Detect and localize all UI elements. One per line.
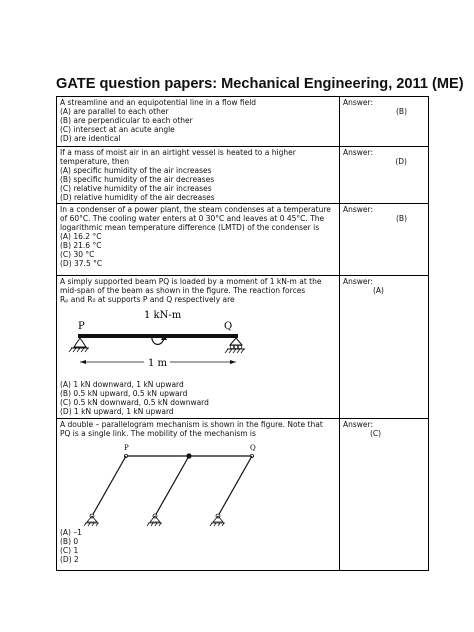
option-c: (C) 1 bbox=[60, 545, 79, 555]
roller-icon bbox=[230, 345, 234, 349]
option-d: (D) 1 kN upward, 1 kN upward bbox=[60, 407, 174, 417]
ground-hatch bbox=[84, 523, 99, 526]
question-cell bbox=[57, 275, 340, 418]
option-d: (D) 37.5 °C bbox=[60, 259, 103, 269]
roller-icon bbox=[238, 345, 242, 349]
questions-table bbox=[56, 96, 429, 571]
question-row bbox=[57, 97, 429, 147]
question-text: PQ is a single link. The mobility of the mechanism is bbox=[60, 428, 256, 438]
option-a: (A) are parallel to each other bbox=[60, 107, 169, 117]
option-a: (A) –1 bbox=[60, 527, 82, 537]
answer-value: (A) bbox=[373, 285, 384, 295]
question-text: of 60°C. The cooling water enters at 0 30°C and leaves at 0 45°C. The bbox=[60, 213, 325, 223]
question-row bbox=[57, 203, 429, 275]
dimension-arrow-icon bbox=[230, 360, 236, 364]
ground-hatch bbox=[225, 349, 244, 353]
option-b: (B) 0.5 kN upward, 0.5 kN upward bbox=[60, 388, 188, 398]
option-a: (A) specific humidity of the air increases bbox=[60, 166, 212, 176]
question-text: A streamline and an equipotential line in a flow field bbox=[60, 98, 257, 107]
question-text: If a mass of moist air in an airtight vessel is heated to a higher bbox=[60, 148, 296, 157]
answer-label: Answer: bbox=[343, 419, 374, 429]
option-d: (D) relative humidity of the air decreases bbox=[60, 193, 215, 203]
option-d: (D) 2 bbox=[60, 555, 79, 565]
question-text: A double – parallelogram mechanism is shown in the figure. Note that bbox=[60, 419, 323, 429]
rocker-link bbox=[92, 456, 126, 516]
mechanism-figure bbox=[62, 438, 262, 528]
answer-cell bbox=[340, 275, 429, 418]
question-row bbox=[57, 147, 429, 204]
page-title: GATE question papers: Mechanical Engineering, 2011 (ME) bbox=[56, 76, 464, 92]
beam bbox=[78, 334, 238, 338]
option-b: (B) 21.6 °C bbox=[60, 240, 102, 250]
question-cell bbox=[57, 203, 340, 275]
label-p: P bbox=[124, 443, 129, 452]
rocker-link bbox=[218, 456, 252, 516]
answer-value: (B) bbox=[396, 107, 407, 117]
span-label: 1 m bbox=[148, 357, 168, 369]
answer-value: (C) bbox=[370, 428, 382, 438]
question-text: Rₚ and R₀ at supports P and Q respectively are bbox=[60, 294, 235, 304]
answer-cell bbox=[340, 147, 429, 204]
roller-support-icon bbox=[230, 338, 242, 345]
answer-cell bbox=[340, 418, 429, 570]
answer-cell bbox=[340, 203, 429, 275]
option-c: (C) relative humidity of the air increases bbox=[60, 184, 212, 194]
dimension-arrow-icon bbox=[80, 360, 86, 364]
answer-value: (B) bbox=[396, 213, 407, 223]
question-text: temperature, then bbox=[60, 157, 129, 167]
option-c: (C) intersect at an acute angle bbox=[60, 125, 175, 135]
label-p: P bbox=[78, 320, 85, 332]
question-cell bbox=[57, 418, 340, 570]
option-c: (C) 30 °C bbox=[60, 250, 95, 260]
option-b: (B) 0 bbox=[60, 536, 79, 546]
option-d: (D) are identical bbox=[60, 134, 121, 144]
label-q: Q bbox=[224, 320, 233, 332]
beam-figure bbox=[66, 304, 266, 380]
question-cell bbox=[57, 97, 340, 147]
ground-hatch bbox=[210, 523, 225, 526]
answer-label: Answer: bbox=[343, 148, 374, 157]
option-a: (A) 1 kN downward, 1 kN upward bbox=[60, 379, 184, 389]
question-row bbox=[57, 275, 429, 418]
answer-label: Answer: bbox=[343, 204, 374, 214]
roller-icon bbox=[234, 345, 238, 349]
option-a: (A) 16.2 °C bbox=[60, 231, 102, 241]
question-text: mid-span of the beam as shown in the figure. The reaction forces bbox=[60, 285, 306, 295]
pin-support-icon bbox=[74, 338, 86, 347]
ground-hatch bbox=[147, 523, 162, 526]
question-row bbox=[57, 418, 429, 570]
answer-cell bbox=[340, 97, 429, 147]
label-q: Q bbox=[250, 443, 256, 452]
question-cell bbox=[57, 147, 340, 204]
question-text: In a condenser of a power plant, the steam condenses at a temperature bbox=[60, 204, 331, 214]
ground-hatch bbox=[69, 348, 88, 352]
option-b: (B) are perpendicular to each other bbox=[60, 116, 193, 126]
option-b: (B) specific humidity of the air decreases bbox=[60, 175, 215, 185]
answer-label: Answer: bbox=[343, 276, 374, 286]
option-c: (C) 0.5 kN downward, 0.5 kN downward bbox=[60, 398, 209, 408]
question-text: A simply supported beam PQ is loaded by a moment of 1 kN-m at the bbox=[60, 276, 322, 286]
question-text: logarithmic mean temperature difference (LMTD) of the condenser is bbox=[60, 222, 320, 232]
answer-value: (D) bbox=[395, 157, 407, 167]
answer-label: Answer: bbox=[343, 98, 374, 107]
rocker-link bbox=[155, 456, 189, 516]
moment-label: 1 kN-m bbox=[144, 309, 182, 321]
